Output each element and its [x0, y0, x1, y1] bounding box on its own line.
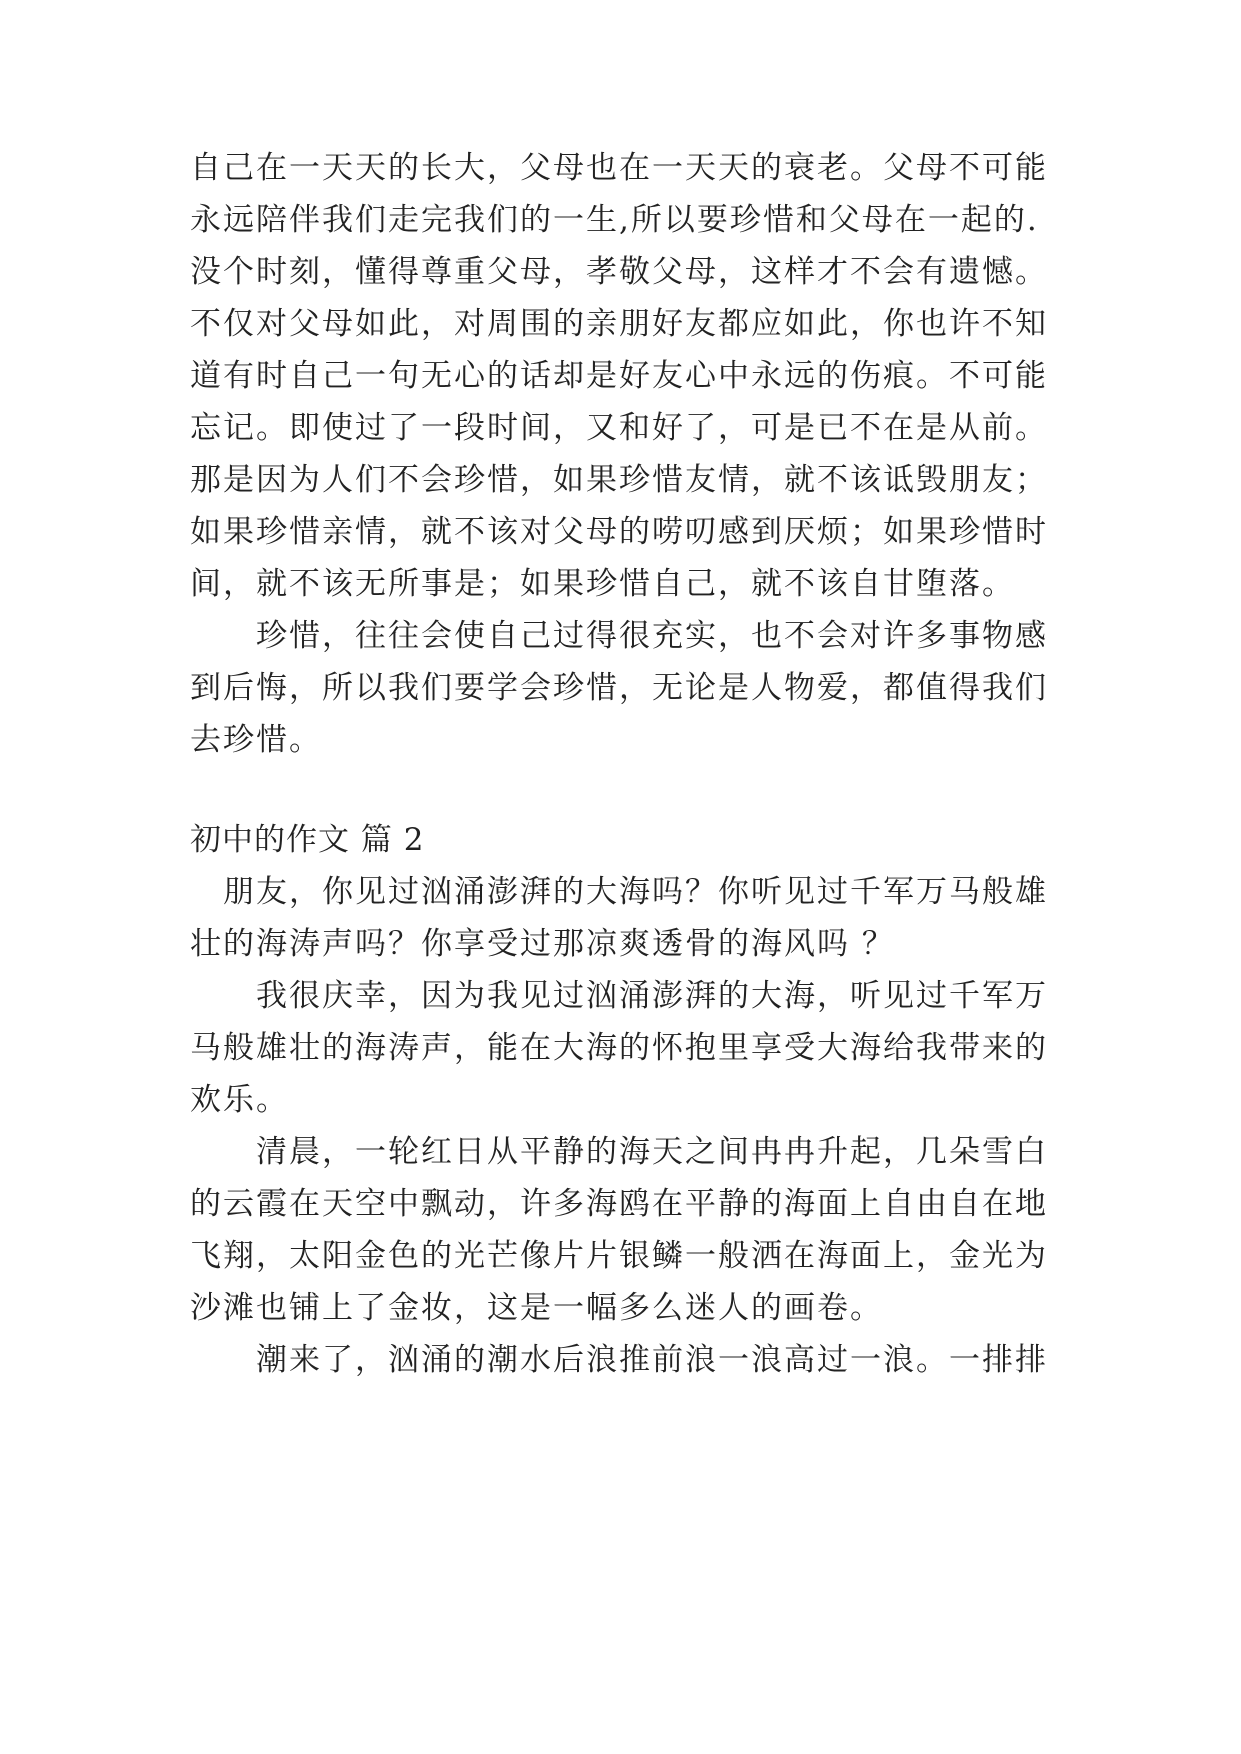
text-line: 飞翔，太阳金色的光芒像片片银鳞一般洒在海面上，金光为	[190, 1238, 1048, 1274]
text-line: 我很庆幸，因为我见过汹涌澎湃的大海，听见过千军万	[190, 978, 1048, 1014]
text-line: 那是因为人们不会珍惜，如果珍惜友情，就不该诋毁朋友；	[190, 462, 1048, 498]
text-line: 壮的海涛声吗？你享受过那凉爽透骨的海风吗 ？	[190, 926, 895, 962]
text-line: 永远陪伴我们走完我们的一生,所以要珍惜和父母在一起的.	[190, 202, 1039, 238]
text-line: 珍惜，往往会使自己过得很充实，也不会对许多事物感	[190, 618, 1048, 654]
text-line: 间，就不该无所事是；如果珍惜自己，就不该自甘堕落。	[190, 566, 1015, 602]
text-line: 清晨，一轮红日从平静的海天之间冉冉升起，几朵雪白	[190, 1134, 1048, 1170]
text-line: 去珍惜。	[190, 722, 322, 758]
text-line: 朋友，你见过汹涌澎湃的大海吗？你听见过千军万马般雄	[190, 874, 1048, 910]
section-heading: 初中的作文 篇 2	[190, 822, 425, 858]
text-line: 的云霞在天空中飘动，许多海鸥在平静的海面上自由自在地	[190, 1186, 1048, 1222]
text-line: 潮来了，汹涌的潮水后浪推前浪一浪高过一浪。一排排	[190, 1342, 1048, 1378]
text-line: 沙滩也铺上了金妆，这是一幅多么迷人的画卷。	[190, 1290, 883, 1326]
text-line: 没个时刻，懂得尊重父母，孝敬父母，这样才不会有遗憾。	[190, 254, 1048, 290]
text-line: 欢乐。	[190, 1082, 289, 1118]
text-line: 如果珍惜亲情，就不该对父母的唠叨感到厌烦；如果珍惜时	[190, 514, 1048, 550]
text-line: 到后悔，所以我们要学会珍惜，无论是人物爱，都值得我们	[190, 670, 1048, 706]
text-line: 不仅对父母如此，对周围的亲朋好友都应如此，你也许不知	[190, 306, 1048, 342]
text-line: 自己在一天天的长大，父母也在一天天的衰老。父母不可能	[190, 150, 1048, 186]
text-line: 忘记。即使过了一段时间，又和好了，可是已不在是从前。	[190, 410, 1048, 446]
text-line: 道有时自己一句无心的话却是好友心中永远的伤痕。不可能	[190, 358, 1048, 394]
text-line: 马般雄壮的海涛声，能在大海的怀抱里享受大海给我带来的	[190, 1030, 1048, 1066]
